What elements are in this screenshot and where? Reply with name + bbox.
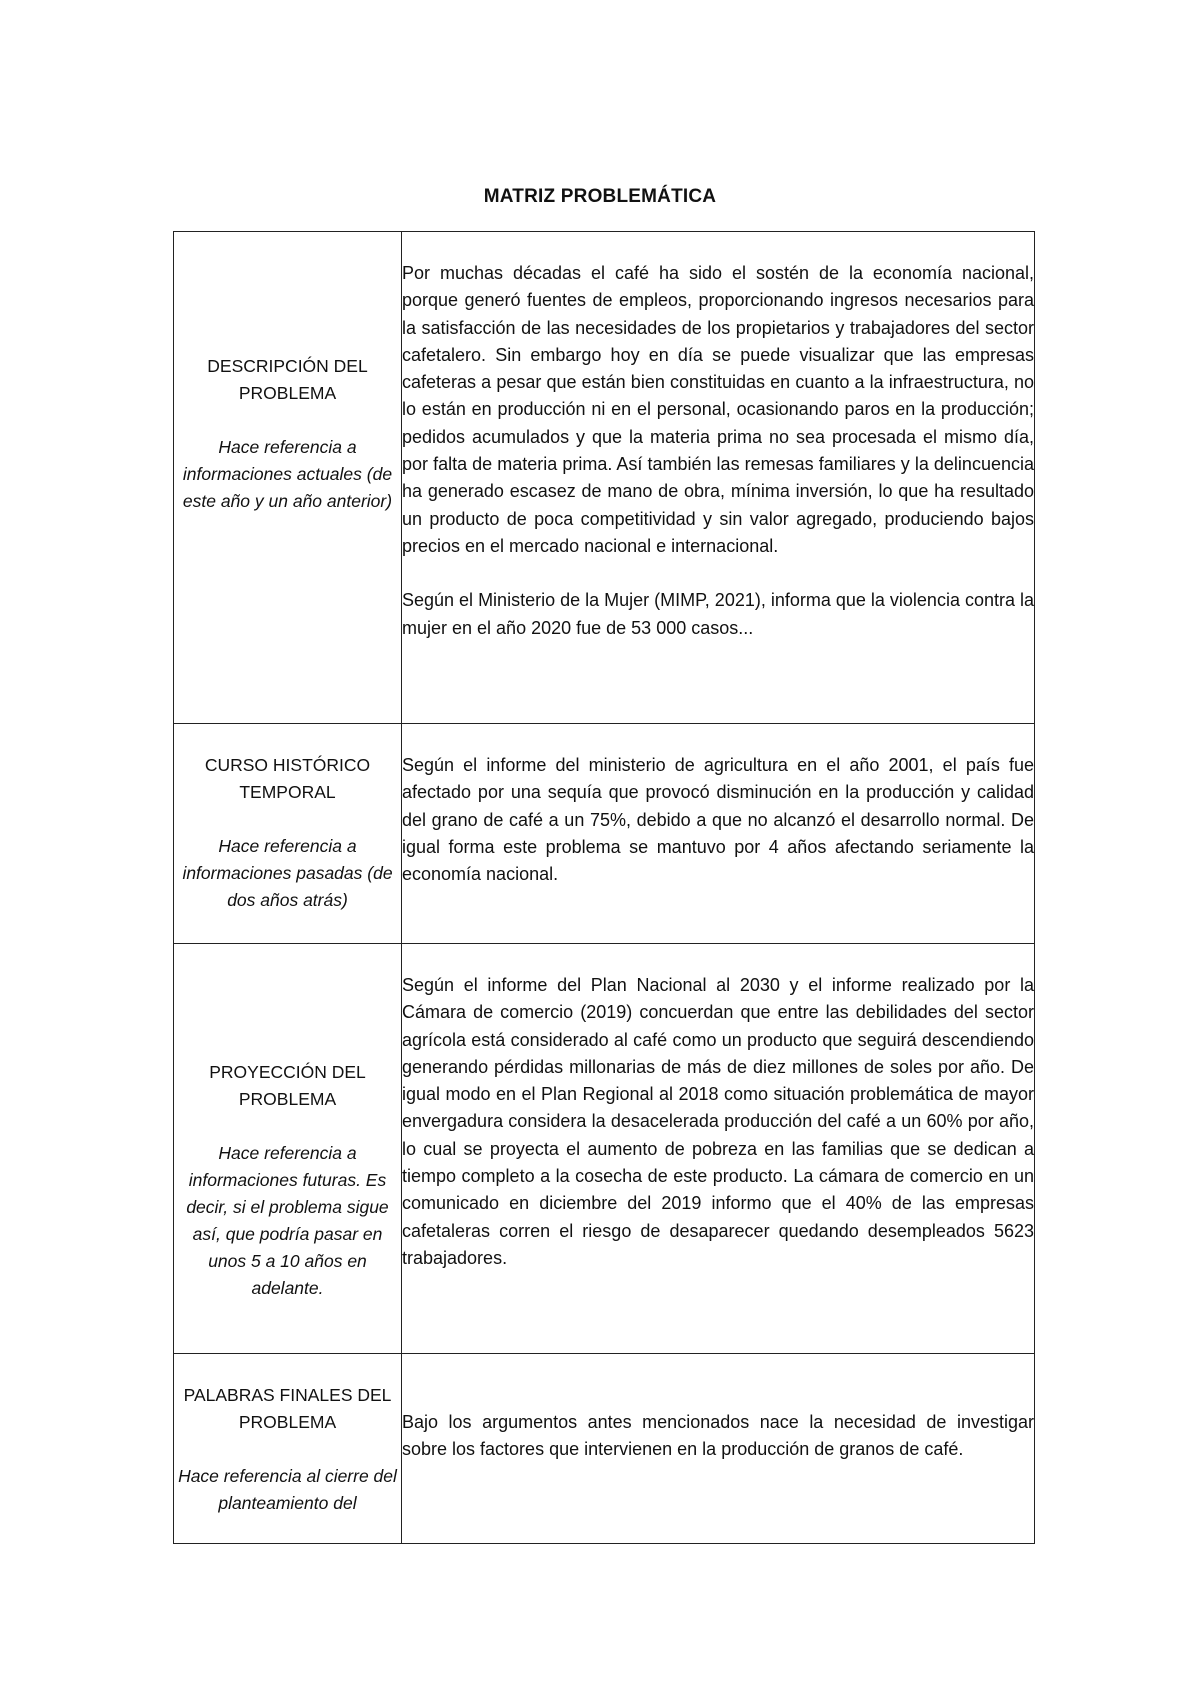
row-label-cell	[174, 724, 402, 944]
row-note: Hace referencia a informaciones futuras. Es decir, si el problema sigue así, que podría pasar en unos 5 a 10 años en adelante.	[186, 1143, 389, 1298]
row-heading: PALABRAS FINALES DEL PROBLEMA	[183, 1385, 392, 1432]
row-label-cell	[174, 1354, 402, 1544]
row-content-cell	[402, 232, 1035, 724]
table-row	[174, 944, 1035, 1354]
content-paragraph: Según el informe del ministerio de agricultura en el año 2001, el país fue afectado por una sequía que provocó disminución en la producción y calidad del grano de café a un 75%, debido a que no alcanzó el desarrollo normal. De igual forma este problema se mantuvo por 4 años afectando seriamente la economía nacional.	[402, 755, 1034, 885]
content-paragraph: Según el Ministerio de la Mujer (MIMP, 2021), informa que la violencia contra la mujer en el año 2020 fue de 53 000 casos...	[402, 590, 1034, 638]
row-heading: DESCRIPCIÓN DEL PROBLEMA	[207, 356, 368, 403]
row-note: Hace referencia a informaciones pasadas (de dos años atrás)	[182, 836, 393, 910]
row-note: Hace referencia al cierre del planteamiento del	[178, 1466, 397, 1513]
row-label-cell	[174, 232, 402, 724]
row-content-cell	[402, 1354, 1035, 1544]
content-paragraph: Según el informe del Plan Nacional al 2030 y el informe realizado por la Cámara de comercio (2019) concuerdan que entre las debilidades del sector agrícola está considerado al café como un producto que seguirá descendiendo generando pérdidas millonarias de más de diez millones de soles por año. De igual modo en el Plan Regional al 2018 como situación problemática de mayor envergadura considera la desacelerada producción del café a un 60% por año, lo cual se proyecta el aumento de pobreza en las familias que se dedican a tiempo completo a la cosecha de este producto. La cámara de comercio en un comunicado en diciembre del 2019 informo que el 40% de las empresas cafetaleras corren el riesgo de desaparecer quedando desempleados 5623 trabajadores.	[402, 975, 1034, 1268]
table-row	[174, 724, 1035, 944]
row-content-cell	[402, 944, 1035, 1354]
row-content-cell	[402, 724, 1035, 944]
row-heading: PROYECCIÓN DEL PROBLEMA	[209, 1062, 366, 1109]
content-paragraph: Bajo los argumentos antes mencionados nace la necesidad de investigar sobre los factores que intervienen en la producción de granos de café.	[402, 1412, 1034, 1460]
page-title: MATRIZ PROBLEMÁTICA	[483, 186, 717, 207]
row-note: Hace referencia a informaciones actuales (de este año y un año anterior)	[182, 437, 393, 511]
content-paragraph: Por muchas décadas el café ha sido el sostén de la economía nacional, porque generó fuentes de empleos, proporcionando ingresos necesarios para la satisfacción de las necesidades de los propietarios y trabajadores del sector cafetalero. Sin embargo hoy en día se puede visualizar que las empresas cafeteras a pesar que están bien constituidas en cuanto a la infraestructura, no lo están en producción ni en el personal, ocasionando paros en la producción; pedidos acumulados y que la materia prima no sea procesada el mismo día, por falta de materia prima. Así también las remesas familiares y la delincuencia ha generado escasez de mano de obra, mínima inversión, lo que ha resultado un producto de poca competitividad y sin valor agregado, produciendo bajos precios en el mercado nacional e internacional.	[402, 263, 1034, 556]
problem-matrix-table	[173, 231, 1035, 1544]
row-heading: CURSO HISTÓRICO TEMPORAL	[204, 755, 371, 802]
table-row	[174, 1354, 1035, 1544]
table-row	[174, 232, 1035, 724]
row-label-cell	[174, 944, 402, 1354]
